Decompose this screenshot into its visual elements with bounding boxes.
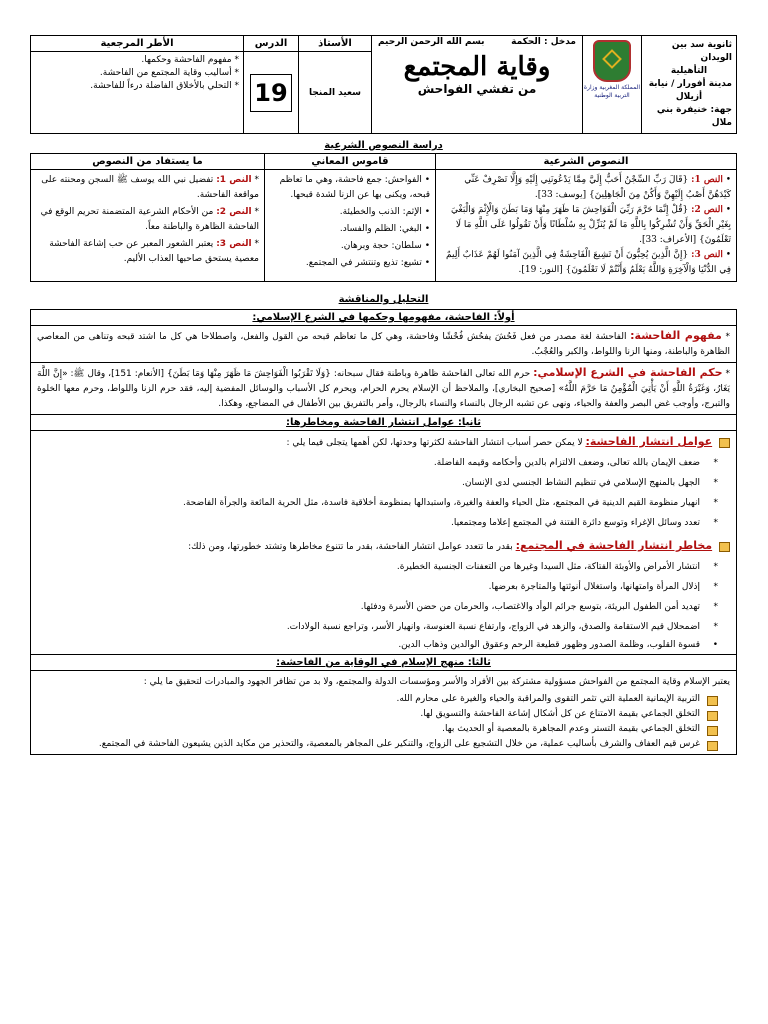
prevention-item: التخلق الجماعي بقيمة التستر وعدم المجاهرة بالمعصية أو الحديث بها. — [37, 722, 718, 737]
ref-item: * أساليب وقاية المجتمع من الفاحشة. — [99, 68, 239, 78]
danger-item: * إذلال المرأة وامتهانها، واستغلال أنوثتها والمتاجرة بعرضها. — [37, 577, 718, 597]
col-dict: قاموس المعاني — [265, 154, 436, 170]
basmala: بسم الله الرحمن الرحيم — [378, 37, 485, 47]
ruling-label: حكم الفاحشة في الشرع الإسلامي: — [533, 366, 723, 379]
ref-item: * التحلي بالأخلاق الفاضلة درءاً للفاحشة. — [90, 81, 239, 91]
factors-list — [37, 453, 730, 533]
prevention-list — [37, 692, 730, 752]
lesson-number: 19 — [250, 74, 292, 112]
dangers-label: مخاطر انتشار الفاحشة في المجتمع: — [515, 539, 713, 552]
dict-item: • البغي: الظلم والفساد. — [339, 224, 430, 234]
texts-cell — [436, 170, 737, 282]
benefit-cell — [31, 170, 265, 282]
madkhal-label: مدخل : الحكمة — [511, 37, 576, 47]
prevention-item: التربية الإيمانية العملية التي تثمر التقوى والمراقبة والحياء والغيرة على محارم الله. — [37, 692, 718, 707]
worksheet-page — [30, 35, 737, 755]
dict-item: • سلطان: حجة وبرهان. — [340, 241, 430, 251]
school-line: ثانوية سد بين الويدان — [671, 40, 732, 63]
ref-item: * مفهوم الفاحشة وحكمها. — [141, 55, 239, 65]
factors-section: عوامل انتشار الفاحشة: لا يمكن حصر أسباب انتشار الفاحشة لكثرتها وحدتها، لكن أهمها يتجلى فيما يلي : * ضعف الإيمان بالله تعالى، وضعف الالتزام بالدين وأحكامه وقيمه الفاضلة. * الجهل بالمنهج الإسلامي في تنظيم النشاط الجنسي لدى الإنسان. * انهيار منظومة القيم الدينية في المجتمع، مثل الحياء والعفة والغيرة، واستبدالها بمنظومة أخلاقية فاسدة، مثل الحرية المائعة والجرأة الفاضحة. * تعدد وسائل الإغراء وتوسع دائرة الفتنة في المجتمع إعلاما ومجتمعيا. — [31, 431, 736, 535]
teacher-label: الأستاذ — [299, 36, 372, 52]
dict-item: • تشيع: تذيع وتنتشر في المجتمع. — [305, 258, 430, 268]
refs-label: الأطر المرجعية — [31, 36, 244, 52]
lesson-number-cell — [244, 52, 299, 134]
lesson-title: وقاية المجتمع — [403, 52, 551, 82]
dangers-list — [37, 557, 730, 637]
coat-of-arms-icon — [593, 40, 631, 82]
part3-title: ثالثا: منهج الإسلام في الوقاية من الفاحشة: — [31, 655, 736, 671]
lesson-label: الدرس — [244, 36, 299, 52]
dangers-section: مخاطر انتشار الفاحشة في المجتمع: بقدر ما تتعدد عوامل انتشار الفاحشة، بقدر ما تتنوع مخاطرها وتشتد خطورتها، ومن ذلك: * انتشار الأمراض والأوبئة الفتاكة، مثل السيدا وغيرها من التعفنات الجنسية الخطيرة. * إذلال المرأة وامتهانها، واستغلال أنوثتها والمتاجرة بعرضها. * تهديد أمن الطفول البريئة، بتوسع جرائم الوأد والاغتصاب، والحرمان من حضن الأسرة ودفئها. * اضمحلال قيم الاستقامة والصدق، والزهد في الزواج، وارتفاع نسبة العنوسة، وانهيار الأسر، وتراجع نسبة الولادات. • قسوة القلوب، وظلمة الصدور وظهور قطيعة الرحم وعقوق الوالدين وذهاب الدين. — [31, 535, 736, 655]
prevention-item: غرس قيم العفاف والشرف بأساليب عملية، من خلال التشجيع على الزواج، والتنكير على المجاهر بالمعصية، والتحذير من مكايد الذين يشيعون الفاحشة في المجتمع. — [37, 737, 718, 752]
school-line: التأهيلية — [670, 66, 708, 76]
prevention-intro: يعتبر الإسلام وقاية المجتمع من الفواحش مسؤولية مشتركة بين الأفراد والأسر ومؤسسات الدولة والمجتمع، ولا بد من تظافر الجهود والمبادرات لتحقيق ما يلي : — [143, 677, 730, 687]
prevention-section — [31, 671, 736, 754]
dict-cell — [265, 170, 436, 282]
school-line: أزيلال — [675, 92, 703, 102]
ministry-emblem — [583, 36, 642, 134]
concept-label: مفهوم الفاحشة: — [630, 329, 722, 342]
lesson-subtitle: من تفشي الفواحش — [417, 82, 537, 96]
factor-item: * تعدد وسائل الإغراء وتوسع دائرة الفتنة في المجتمع إعلاما ومجتمعيا. — [37, 513, 718, 533]
danger-item: * تهديد أمن الطفول البريئة، بتوسع جرائم الوأد والاغتصاب، والحرمان من حضن الأسرة ودفئها. — [37, 597, 718, 617]
concept-paragraph: * مفهوم الفاحشة: الفاحشة لغة مصدر من فعل فَحُشَ يفحُش فُحْشًا وفاحشة، وهي كل ما تعاظم قبحه من القول والفعل، واصطلاحا هي كل ما اشتد قبحه وتناهى من المعاصي الظاهرة والباطنة، ومنها الزنا واللواط، والكبر والعُجْبُ. — [31, 326, 736, 363]
texts-section-title: دراسة النصوص الشرعية — [324, 140, 443, 151]
part2-title: ثانيا: عوامل انتشار الفاحشة ومخاطرها: — [31, 415, 736, 431]
col-texts: النصوص الشرعية — [436, 154, 737, 170]
checkbox-icon — [719, 542, 730, 552]
text-item: • النص 3: {إِنَّ الَّذِينَ يُحِبُّونَ أَنْ تَشِيعَ الْفَاحِشَةُ فِي الَّذِينَ آمَنُوا لَهُمْ عَذَابٌ أَلِيمٌ فِي الدُّنْيَا وَالْآخِرَةِ وَاللَّهُ يَعْلَمُ وَأَنْتُمْ لَا تَعْلَمُونَ} [النور: 19]. — [446, 250, 731, 275]
prevention-item: التخلق الجماعي بقيمة الامتناع عن كل أشكال إشاعة الفاحشة والتسويق لها. — [37, 707, 718, 722]
factor-item: * انهيار منظومة القيم الدينية في المجتمع، مثل الحياء والعفة والغيرة، واستبدالها بمنظومة أخلاقية فاسدة، مثل الحرية المائعة والجرأة الفاضحة. — [37, 493, 718, 513]
text-item: • النص 2: {قُلْ إِنَّمَا حَرَّمَ رَبِّيَ الْفَوَاحِشَ مَا ظَهَرَ مِنْهَا وَمَا بَطَنَ وَالْإِثْمَ وَالْبَغْيَ بِغَيْرِ الْحَقِّ وَأَنْ تُشْرِكُوا بِاللَّهِ مَا لَمْ يُنَزِّلْ بِهِ سُلْطَانًا وَأَنْ تَقُولُوا عَلَى اللَّهِ مَا لَا تَعْلَمُونَ} [الأعراف: 33]. — [450, 205, 731, 245]
teacher-name: سعيد المنجا — [299, 52, 372, 134]
benefit-item: * النص 3: يعتبر الشعور المعبر عن حب إشاعة الفاحشة معصية يستحق صاحبها العذاب الأليم. — [49, 239, 259, 264]
benefit-item: * النص 2: من الأحكام الشرعية المتضمنة تحريم الوقع في الفاحشة الظاهرة والباطنة معاً. — [40, 207, 259, 232]
ruling-paragraph: * حكم الفاحشة في الشرع الإسلامي: حرم الله تعالى الفاحشة ظاهرة وباطنة فقال سبحانه: {وَلَا تَقْرَبُوا الْفَوَاحِشَ مَا ظَهَرَ مِنْهَا وَمَا بَطَنَ} [الأنعام: 151]، وقال ﷺ: «إِنَّ اللَّهَ يَغَارُ، وَغَيْرَةُ اللَّهِ أَنْ يَأْتِيَ الْمُؤْمِنُ مَا حَرَّمَ اللَّهُ» [صحيح البخاري]، والملاحظ أن الإسلام يحرم الحرام، ويحرم كل الأسباب والوسائل المفضية إليه، فقد حرم الزنا واللواط، وحرم معها الخلوة والتبرج، وأوجب غض البصر والعفة والحياء، ونهى عن تشبه الرجال بالنساء والنساء بالرجال، وأمر بالتفريق بين الأطفال في المضاجع، وهكذا. — [31, 363, 736, 415]
refs-list — [31, 52, 244, 134]
header-table — [30, 35, 737, 134]
analysis-box — [30, 309, 737, 755]
analysis-title: التحليل والمناقشة — [338, 294, 429, 305]
lesson-title-block — [372, 36, 583, 134]
school-info — [642, 36, 737, 134]
dangers-extra — [37, 639, 730, 652]
checkbox-icon — [719, 438, 730, 448]
danger-extra-item: • قسوة القلوب، وظلمة الصدور وظهور قطيعة الرحم وعقوق الوالدين وذهاب الدين. — [37, 639, 718, 652]
school-line: مدينة أفورار / نيابة — [648, 79, 732, 89]
benefit-item: * النص 1: تفضيل نبي الله يوسف ﷺ السجن ومحنته على مواقعة الفاحشة. — [41, 175, 259, 200]
danger-item: * انتشار الأمراض والأوبئة الفتاكة، مثل السيدا وغيرها من التعفنات الجنسية الخطيرة. — [37, 557, 718, 577]
text-item: • النص 1: {قَالَ رَبِّ السِّجْنُ أَحَبُّ إِلَيَّ مِمَّا يَدْعُونَنِي إِلَيْهِ وَإِلَّا تَصْرِفْ عَنِّي كَيْدَهُنَّ أَصْبُ إِلَيْهِنَّ وَأَكُنْ مِنَ الْجَاهِلِينَ} [يوسف: 33]. — [464, 175, 731, 200]
danger-item: * اضمحلال قيم الاستقامة والصدق، والزهد في الزواج، وارتفاع نسبة العنوسة، وانهيار الأسر، وتراجع نسبة الولادات. — [37, 617, 718, 637]
factor-item: * ضعف الإيمان بالله تعالى، وضعف الالتزام بالدين وأحكامه وقيمه الفاضلة. — [37, 453, 718, 473]
dict-item: • الفواحش: جمع فاحشة، وهي ما تعاظم قبحه، ويكنى بها عن الزنا لشدة قبحها. — [279, 175, 430, 200]
col-benefit: ما يستفاد من النصوص — [31, 154, 265, 170]
factor-item: * الجهل بالمنهج الإسلامي في تنظيم النشاط الجنسي لدى الإنسان. — [37, 473, 718, 493]
factors-label: عوامل انتشار الفاحشة: — [585, 435, 713, 448]
dict-item: • الإثم: الذنب والخطيئة. — [339, 207, 430, 217]
texts-table — [30, 153, 737, 282]
school-line: جهة: خنيفرة بني ملال — [656, 105, 732, 128]
ministry-label: المملكة المغربية وزارة التربية الوطنية — [583, 84, 641, 99]
part1-title: أولاً: الفاحشة، مفهومها وحكمها في الشرع الإسلامي: — [31, 310, 736, 326]
